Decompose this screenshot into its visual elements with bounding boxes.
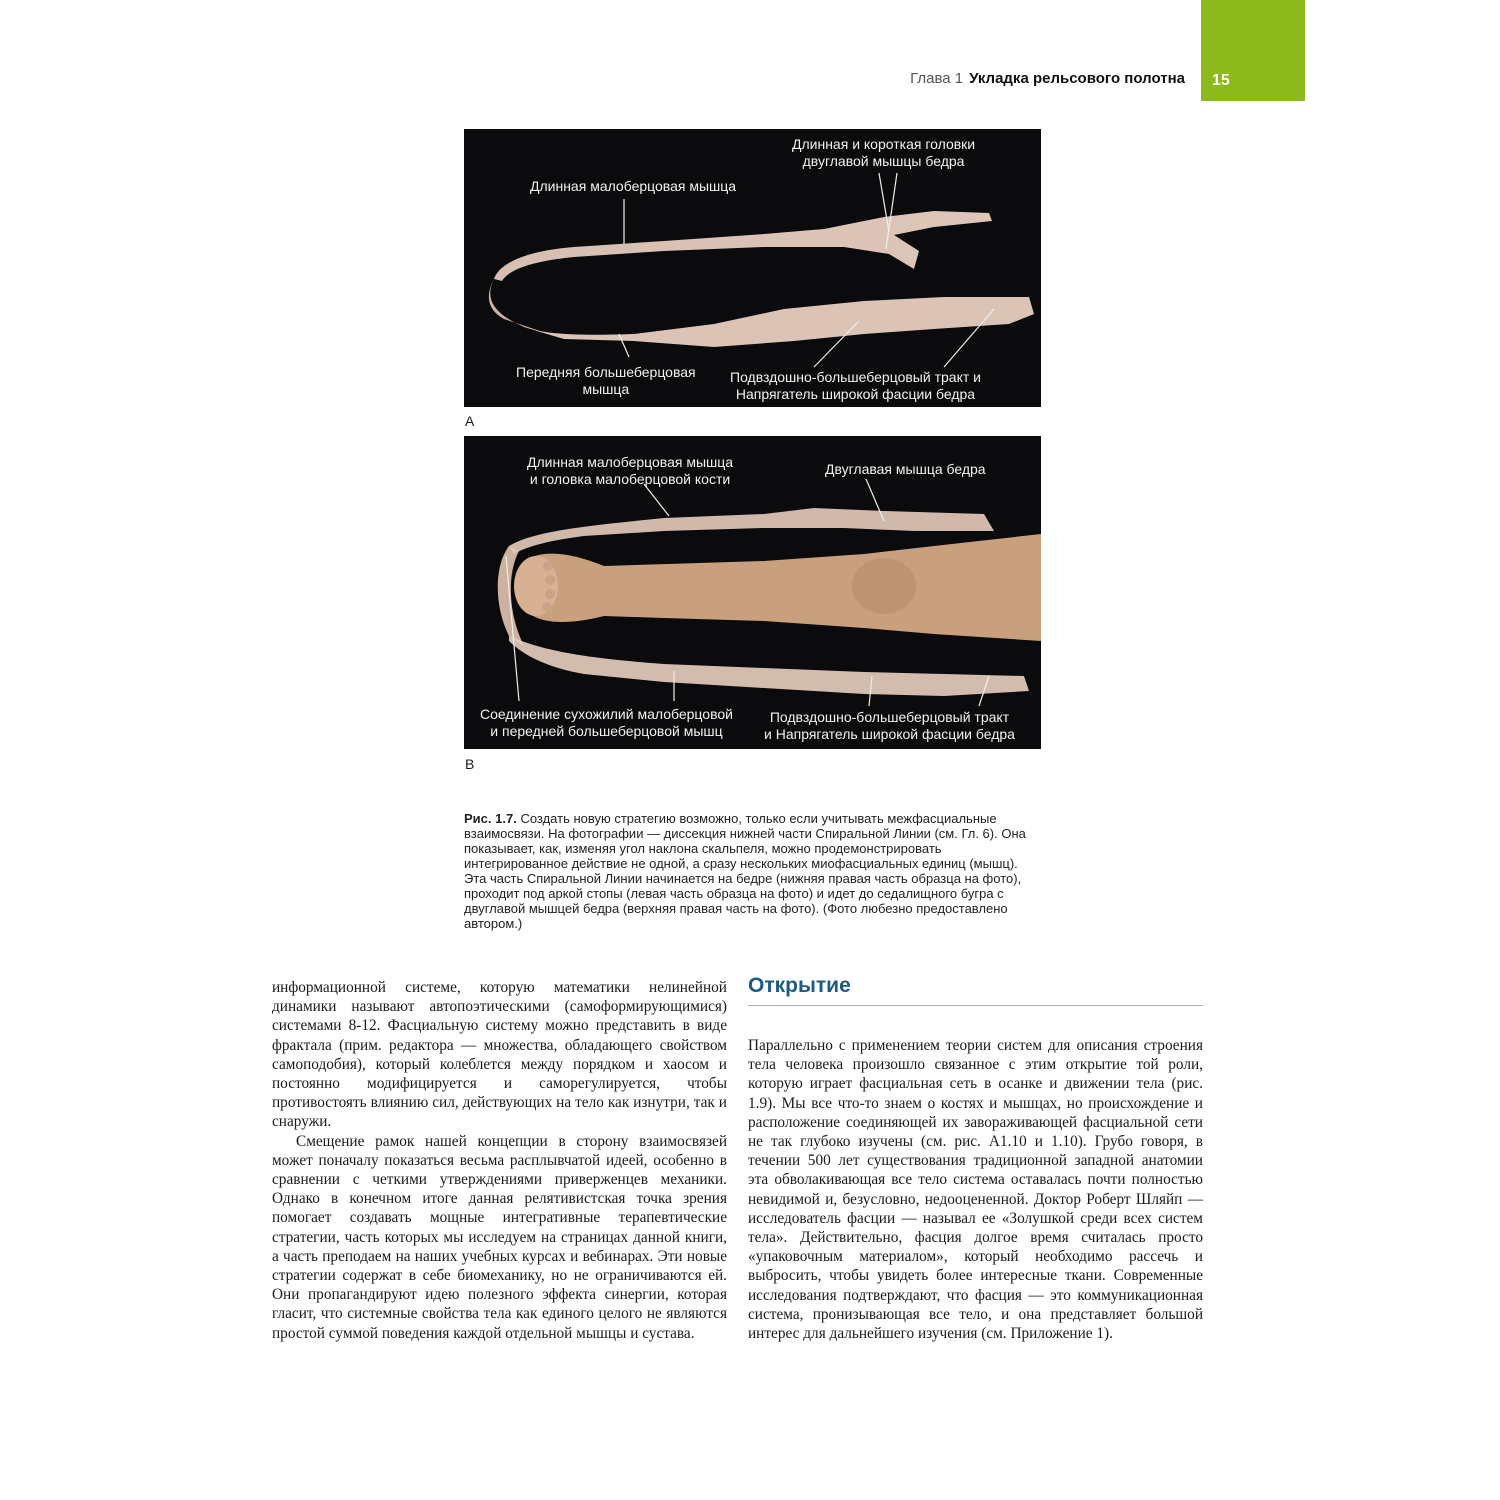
label-line: Длинная малоберцовая мышца (527, 454, 734, 470)
label-line: Подвздошно-большеберцовый тракт (769, 709, 1010, 725)
figure-caption (464, 811, 1041, 931)
figure-photo-a (464, 129, 1041, 407)
caption-text: Создать новую стратегию возможно, только если учитывать межфасциальные взаимосвязи. На фотографии — диссекция нижней части Спиральной Линии (см. Гл. 6). Она показывает, как, изменяя угол наклона скальпеля, можно продемонстрировать интегрированное действие не одной, а сразу нескольких миофасциальных единиц (мышц). Эта часть Спиральной Линии начинается на бедре (нижняя правая часть образца на фото), проходит под аркой стопы (левая часть образца на фото) и идет до седалищного бугра с двуглавой мышцей бедра (верхняя правая часть на фото). (Фото любезно предоставлено автором.) (464, 811, 1026, 931)
page-number-tab (1201, 0, 1305, 101)
chapter-title: Укладка рельсового полотна (969, 70, 1185, 87)
running-header (910, 70, 1185, 87)
label-line: и передней большеберцовой мышц (490, 723, 723, 739)
label-tibialis-anterior (516, 364, 696, 398)
label-biceps-femoris: Двуглавая мышца бедра (825, 461, 986, 477)
figure-photo-b (464, 436, 1041, 749)
panel-letter-a: A (465, 413, 475, 429)
label-line: Подвздошно-большеберцовый тракт и (730, 369, 981, 385)
label-long-short-heads (792, 136, 975, 170)
right-text-column (748, 1036, 1203, 1343)
label-peroneus-fibula (527, 454, 733, 488)
left-text-column (272, 978, 727, 1343)
label-tendon-junction (480, 706, 733, 740)
label-line: и головка малоберцовой кости (529, 471, 731, 487)
paragraph: Параллельно с применением теории систем для описания строения тела человека произошло связанное с этим открытие той роли, которую играет фасциальная сеть в осанке и движении тела (рис. 1.9). Мы все что-то знаем о костях и мышцах, но происхождение и расположение соединяющей их завораживающей фасциальной сети не так глубоко изучены (см. рис. А1.10 и 1.10). Грубо говоря, в течении 500 лет существования традиционной западной анатомии эта обволакивающая все тело система оставалась почти полностью невидимой и, безусловно, недооцененной. Доктор Роберт Шляйп — исследователь фасции — называл ее «Золушкой среди всех систем тела». Действительно, фасция долгое время считалась просто «упаковочным материалом», который необходимо рассечь и выбросить, чтобы увидеть более интересные ткани. Современные исследования подтверждают, что фасция — это коммуникационная система, пронизывающая все тело, и она представляет большой интерес для дальнейшего изучения (см. Приложение 1). (748, 1037, 1203, 1343)
label-peroneus-longus: Длинная малоберцовая мышца (530, 178, 737, 194)
label-line: Длинная и короткая головки (792, 136, 976, 152)
label-line: Напрягатель широкой фасции бедра (735, 386, 976, 402)
chapter-number: Глава 1 (910, 70, 964, 87)
paragraph: информационной системе, которую математики нелинейной динамики называют автопоэтическими (самоформирующимися) системами 8-12. Фасциальную систему можно представить в виде фрактала (прим. редактора — множества, обладающего свойством самоподобия), который колеблется между порядком и хаосом и постоянно модифицируется и саморегулируется, чтобы противостоять влиянию сил, действующих на тело как изнутри, так и снаружи. (272, 979, 727, 1131)
label-line: и Напрягатель широкой фасции бедра (764, 726, 1015, 742)
label-it-tract-a (730, 369, 981, 403)
panel-letter-b: B (465, 756, 475, 772)
section-heading: Открытие (748, 974, 851, 997)
label-line: мышца (582, 381, 630, 397)
label-it-tract-b (764, 709, 1015, 743)
label-line: Соединение сухожилий малоберцовой (480, 706, 733, 722)
page-number: 15 (1212, 72, 1230, 89)
label-line: Передняя большеберцовая (516, 364, 696, 380)
paragraph: Смещение рамок нашей концепции в сторону взаимосвязей может поначалу показаться весьма расплывчатой идеей, особенно в сравнении с четкими утверждениями приверженцев механики. Однако в конечном итоге данная релятивистская точка зрения помогает создавать мощные интегративные терапевтические стратегии, часть которых мы исследуем на страницах данной книги, а часть преподаем на наших учебных курсах и вебинарах. Эти новые стратегии содержат в себе биомеханику, но не ограничиваются ей. Они пропагандируют идею полезного эффекта синергии, которая гласит, что системные свойства тела как единого целого не являются простой суммой поведения каждой отдельной мышцы и сустава. (272, 1132, 727, 1342)
section-divider (748, 1005, 1203, 1006)
label-line: двуглавой мышцы бедра (802, 153, 965, 169)
caption-label: Рис. 1.7. (464, 811, 517, 826)
